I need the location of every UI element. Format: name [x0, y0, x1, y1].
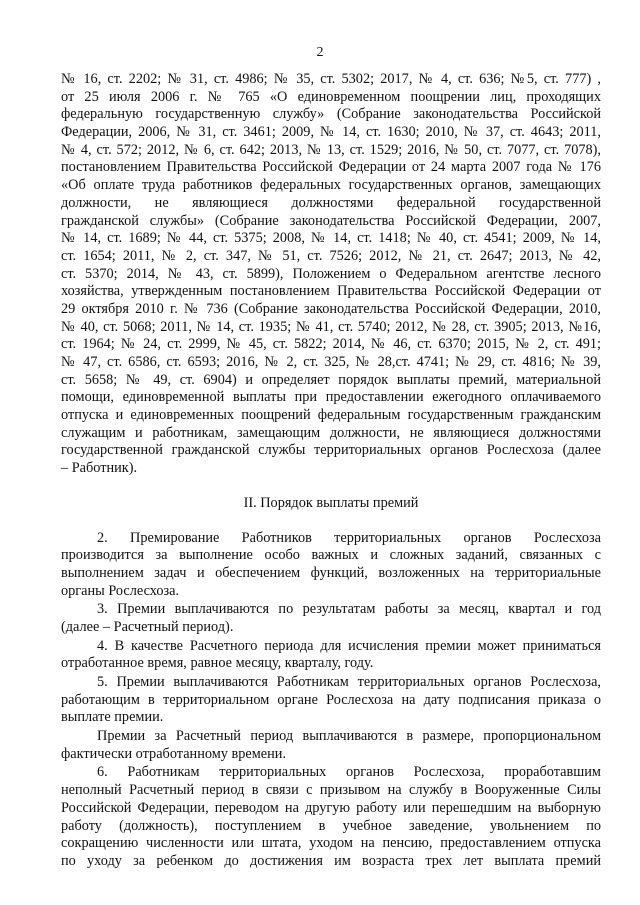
- text-line: 6. Работникам территориальных органов Рослесхоза, проработавшим: [97, 764, 601, 781]
- intro-paragraph: [61, 71, 601, 478]
- text-line: фактически отработанному времени.: [61, 745, 287, 762]
- text-line: ст. 1964; № 24, ст. 2999, № 45, ст. 5822; 2014, № 46, ст. 6370; 2015, № 2, ст. 491;: [61, 336, 601, 353]
- text-line: помощи, единовременной выплаты при предоставлении ежегодного оплачиваемого: [61, 389, 601, 406]
- text-line: выплате премии.: [61, 709, 164, 726]
- paragraph-6: [61, 764, 601, 870]
- paragraph-2: [61, 530, 601, 601]
- text-line: ст. 5658; № 49, ст. 6904) и определяет порядок выплаты премий, материальной: [61, 371, 601, 388]
- text-line: № 40, ст. 5068; 2011, № 14, ст. 1935; № 41, ст. 5740; 2012, № 28, ст. 3905; 2013, №16,: [61, 318, 601, 335]
- text-line: Российской Федерации, переводом на другую работу или перешедшим на выборную: [61, 799, 601, 816]
- paragraph-5: [61, 674, 601, 727]
- text-line: федеральную государственную службу» (Собрание законодательства Российской: [61, 106, 601, 123]
- text-line: гражданской службы» (Собрание законодательства Российской Федерации, 2007,: [61, 212, 601, 229]
- text-line: отпуска и единовременных поощрений федеральным государственным гражданским: [61, 407, 601, 424]
- text-line: 3. Премии выплачиваются по результатам работы за месяц, квартал и год: [97, 601, 601, 618]
- text-line: № 4, ст. 572; 2012, № 6, ст. 642; 2013, № 13, ст. 1529; 2016, № 50, ст. 7077, ст. 7078),: [61, 141, 601, 158]
- text-line: № 47, ст. 6586, ст. 6593; 2016, № 2, ст. 325, № 28,ст. 4741; № 29, ст. 4816; № 39,: [61, 354, 601, 370]
- text-line: работу (должность), поступлением в учебное заведение, увольнением по: [61, 817, 601, 834]
- text-line: от 25 июля 2006 г. № 765 «О единовременном поощрении лиц, проходящих: [61, 88, 601, 105]
- document-body: [61, 71, 601, 871]
- text-line: ст. 1654; 2011, № 2, ст. 347, № 51, ст. 7526; 2012, № 21, ст. 2647; 2013, № 42,: [61, 247, 601, 264]
- text-line: № 16, ст. 2202; № 31, ст. 4986; № 35, ст. 5302; 2017, № 4, ст. 636; №5, ст. 777) ,: [61, 71, 601, 87]
- text-line: ст. 5370; 2014, № 43, ст. 5899), Положением о Федеральном агентстве лесного: [61, 265, 601, 282]
- text-line: хозяйства, утвержденным постановлением Правительства Российской Федерации от: [61, 283, 601, 300]
- text-line: (далее – Расчетный период).: [61, 618, 234, 635]
- text-line: сокращению численности или штата, уходом на пенсию, предоставлением отпуска: [61, 835, 601, 852]
- text-line: «Об оплате труда работников федеральных государственных органов, замещающих: [61, 177, 601, 194]
- text-line: служащим и работникам, замещающим должности, не являющиеся должностями: [61, 424, 601, 441]
- text-line: отработанное время, равное месяцу, кварталу, году.: [61, 655, 374, 672]
- text-line: государственной гражданской службы территориальных органов Рослесхоза (далее: [61, 442, 601, 459]
- text-line: Федерации, 2006, № 31, ст. 3461; 2009, № 14, ст. 1630; 2010, № 37, ст. 4643; 2011,: [61, 124, 601, 141]
- page-number: 2: [316, 45, 324, 60]
- text-line: № 14, ст. 1689; № 44, ст. 5375; 2008, № 14, ст. 1418; № 40, ст. 4541; 2009, № 14,: [61, 230, 601, 247]
- text-line: – Работник).: [61, 460, 138, 477]
- text-line: по уходу за ребенком до достижения им возраста трех лет выплата премий: [61, 852, 601, 869]
- text-line: выполнением задач и обеспечением функций, возложенных на территориальные: [61, 564, 601, 581]
- text-line: производится за выполнение особо важных и сложных заданий, связанных с: [61, 547, 601, 564]
- text-line: 4. В качестве Расчетного периода для исчисления премии может приниматься: [97, 637, 601, 654]
- text-line: работающим в территориальном органе Рослесхоза на дату подписания приказа о: [61, 691, 601, 708]
- section-heading: II. Порядок выплаты премий: [243, 494, 419, 511]
- text-line: неполный Расчетный период в связи с призывом на службу в Вооруженные Силы: [61, 782, 601, 799]
- text-line: органы Рослесхоза.: [61, 582, 180, 599]
- paragraph-3: [61, 601, 601, 636]
- text-line: Премии за Расчетный период выплачиваются в размере, пропорциональном: [97, 728, 601, 745]
- text-line: должности, не являющиеся должностями федеральной государственной: [61, 194, 601, 211]
- paragraph-4: [61, 638, 601, 673]
- paragraph-5-continued: [61, 728, 601, 763]
- text-line: 2. Премирование Работников территориальных органов Рослесхоза: [97, 529, 601, 546]
- text-line: постановлением Правительства Российской Федерации от 24 марта 2007 года № 176: [61, 159, 601, 176]
- text-line: 29 октября 2010 г. № 736 (Собрание законодательства Российской Федерации, 2010,: [61, 300, 601, 317]
- text-line: 5. Премии выплачиваются Работникам территориальных органов Рослесхоза,: [97, 674, 601, 690]
